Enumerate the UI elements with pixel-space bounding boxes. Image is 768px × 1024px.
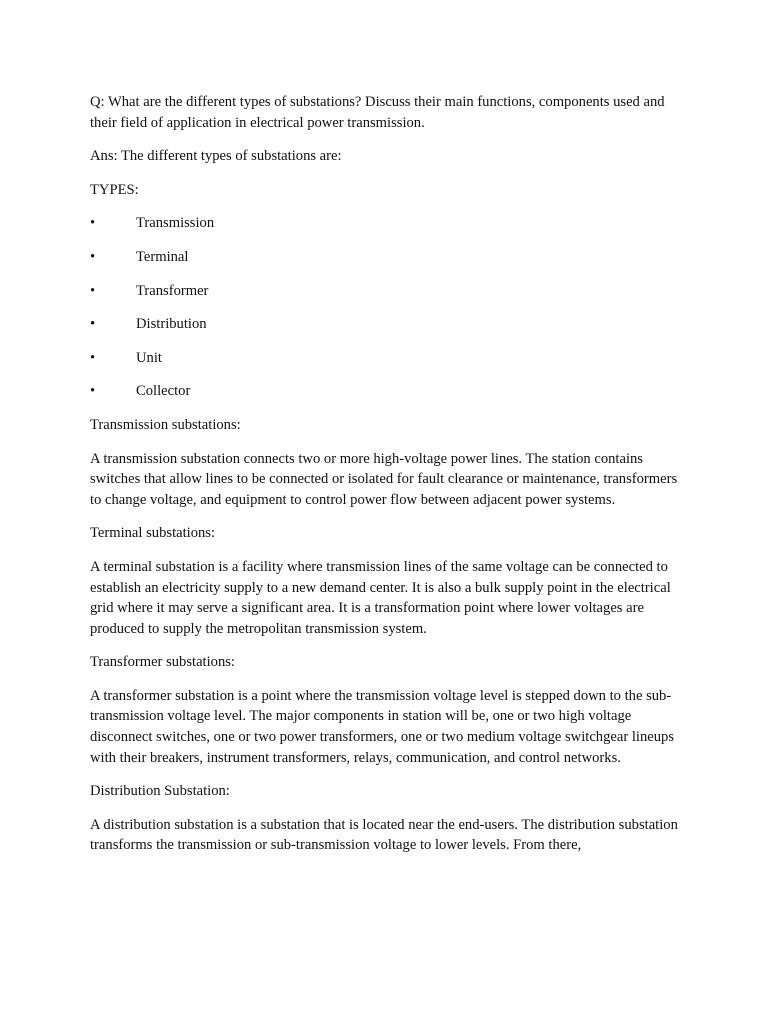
types-list bbox=[90, 213, 690, 402]
section-body-transmission: A transmission substation connects two or more high-voltage power lines. The station contains switches that allow lines to be connected or isolated for fault clearance or maintenance, transformers to change voltage, and equipment to control power flow between adjacent power systems. bbox=[90, 450, 678, 508]
list-item-label: Transformer bbox=[136, 282, 209, 299]
answer-intro: Ans: The different types of substations are: bbox=[90, 148, 342, 165]
section-body-terminal: A terminal substation is a facility where transmission lines of the same voltage can be connected to establish an electricity supply to a new demand center. It is also a bulk supply point in the electrical grid where it may serve a significant area. It is a transformation point where lower voltages are produced to supply the metropolitan transmission system. bbox=[90, 558, 671, 637]
document-page bbox=[90, 92, 690, 869]
bullet-icon: • bbox=[90, 316, 96, 333]
bullet-icon: • bbox=[90, 349, 96, 366]
list-item-label: Collector bbox=[136, 383, 191, 400]
list-item-label: Distribution bbox=[136, 316, 207, 333]
section-body-transformer: A transformer substation is a point where the transmission voltage level is stepped down to the sub-transmission voltage level. The major components in station will be, one or two high voltage disconnect switches, one or two power transformers, one or two medium voltage switchgear lineups with their breakers, instrument transformers, relays, communication, and control networks. bbox=[90, 687, 675, 766]
section-heading-terminal: Terminal substations: bbox=[90, 525, 216, 542]
list-item bbox=[90, 314, 690, 335]
question-text: Q: What are the different types of substations? Discuss their main functions, components used and their field of application in electrical power transmission. bbox=[90, 94, 665, 131]
bullet-icon: • bbox=[90, 215, 96, 232]
section-heading-transmission: Transmission substations: bbox=[90, 416, 241, 433]
list-item bbox=[90, 247, 690, 268]
list-item bbox=[90, 281, 690, 302]
list-item-label: Transmission bbox=[136, 215, 215, 232]
section-heading-distribution: Distribution Substation: bbox=[90, 783, 230, 800]
list-item-label: Terminal bbox=[136, 248, 189, 265]
bullet-icon: • bbox=[90, 282, 96, 299]
bullet-icon: • bbox=[90, 383, 96, 400]
bullet-icon: • bbox=[90, 248, 96, 265]
section-body-distribution: A distribution substation is a substation that is located near the end-users. The distribution substation transforms the transmission or sub-transmission voltage to lower levels. From there, bbox=[90, 816, 678, 854]
types-heading: TYPES: bbox=[90, 181, 139, 198]
section-heading-transformer: Transformer substations: bbox=[90, 654, 235, 671]
list-item bbox=[90, 381, 690, 402]
list-item-label: Unit bbox=[136, 349, 162, 366]
list-item bbox=[90, 213, 690, 234]
list-item bbox=[90, 348, 690, 369]
